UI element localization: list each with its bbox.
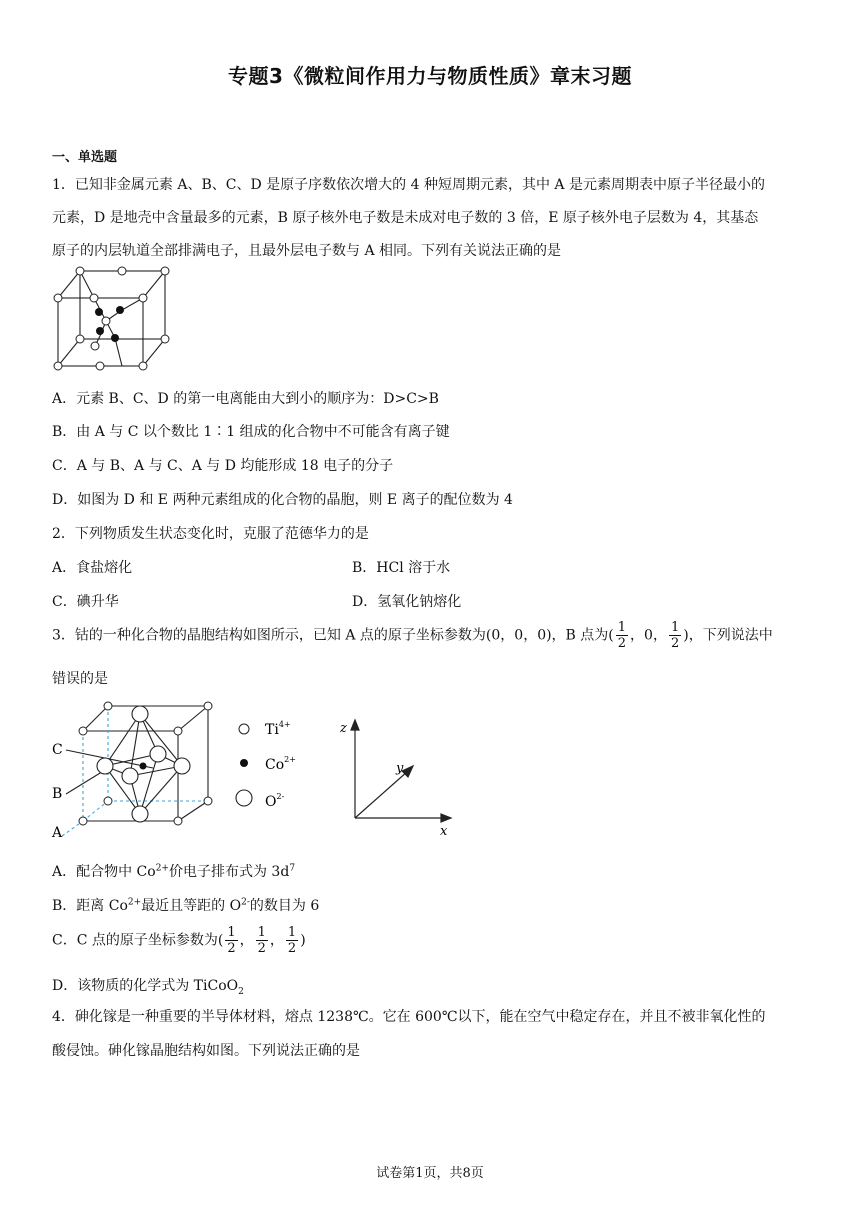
point-label-a: A: [52, 825, 63, 841]
fraction-numerator: 1: [670, 620, 680, 635]
q1-option-c: C．A 与 B、A 与 C、A 与 D 均能形成 18 电子的分子: [52, 458, 394, 474]
q3-stem-line-1: [52, 620, 773, 651]
axis-label-z: z: [340, 721, 347, 736]
fraction-half: $\frac{1}{2}$: [257, 925, 266, 956]
q1-option-d: D．如图为 D 和 E 两种元素组成的化合物的晶胞，则 E 离子的配位数为 4: [52, 492, 513, 508]
section-heading: 一、单选题: [52, 150, 118, 165]
axis-label-x: x: [440, 824, 448, 839]
q1-crystal-cell-figure: [50, 266, 180, 374]
q1-option-b: B．由 A 与 C 以个数比 1∶1 组成的化合物中不可能含有离子键: [52, 424, 450, 440]
q1-stem-line-3: 原子的内层轨道全部排满电子，且最外层电子数与 A 相同。下列有关说法正确的是: [52, 243, 562, 259]
page-footer: 试卷第1页，共8页: [376, 1166, 484, 1181]
legend-o: $O^{2-}$: [265, 792, 285, 810]
q3-perovskite-cell-figure: [48, 696, 468, 841]
fraction-half: $\frac{1}{2}$: [287, 925, 297, 956]
q4-stem-line-2: 酸侵蚀。砷化镓晶胞结构如图。下列说法正确的是: [52, 1043, 360, 1059]
q3-option-b: B．距离 $Co^{2+}$最近且等距的 $O^{2-}$的数目为 6: [52, 897, 320, 914]
fraction-denominator: 2: [617, 636, 627, 651]
axis-label-y: y: [396, 761, 404, 776]
fraction-denominator: 2: [670, 636, 680, 651]
q1-stem-line-2: 元素，D 是地壳中含量最多的元素，B 原子核外电子数是未成对电子数的 3 倍，E 原子核外电子层数为 4，其基态: [52, 210, 759, 226]
q3-option-a: A．配合物中 $Co^{2+}$价电子排布式为 $3d^7$: [52, 863, 296, 880]
q1-stem-line-1: 1．已知非金属元素 A、B、C、D 是原子序数依次增大的 4 种短周期元素，其中 A 是元素周期表中原子半径最小的: [52, 177, 765, 193]
q3-fraction-half: [616, 620, 628, 651]
q3-stem-text-a: 3．钴的一种化合物的晶胞结构如图所示，已知 A 点的原子坐标参数为(0，0，0)，B 点为(: [52, 627, 614, 644]
q2-stem: 2．下列物质发生状态变化时，克服了范德华力的是: [52, 526, 369, 542]
q1-option-a: A．元素 B、C、D 的第一电离能由大到小的顺序为：D>C>B: [52, 391, 439, 407]
q4-stem-line-1: 4．砷化镓是一种重要的半导体材料，熔点 1238℃。它在 600℃以下，能在空气中稳定存在，并且不被非氧化性的: [52, 1009, 766, 1025]
q2-option-a: A．食盐熔化: [52, 560, 133, 576]
q2-option-b: B．HCl 溶于水: [352, 560, 451, 576]
legend-co: $Co^{2+}$: [265, 755, 296, 773]
legend-ti: $Ti^{4+}$: [265, 720, 291, 738]
point-label-b: B: [52, 786, 63, 802]
q3-stem-text-b: ，0，: [630, 627, 667, 644]
page-title: 专题3《微粒间作用力与物质性质》章末习题: [228, 64, 632, 88]
fraction-half: $\frac{1}{2}$: [227, 925, 236, 956]
point-label-c: C: [52, 742, 63, 758]
q2-option-d: D．氢氧化钠熔化: [352, 594, 462, 610]
q2-option-c: C．碘升华: [52, 594, 119, 610]
q3-option-d: D．该物质的化学式为 TiCoO$_2$: [52, 978, 244, 997]
fraction-numerator: 1: [617, 620, 627, 635]
q3-stem-line-2: 错误的是: [52, 671, 108, 687]
q3-option-c: C．C 点的原子坐标参数为( $\frac{1}{2}$ ， $\frac{1}{2}$ ， $\frac{1}{2}$ ): [52, 925, 306, 956]
q3-fraction-half: [669, 620, 681, 651]
q3-stem-text-c: )，下列说法中: [683, 627, 773, 644]
